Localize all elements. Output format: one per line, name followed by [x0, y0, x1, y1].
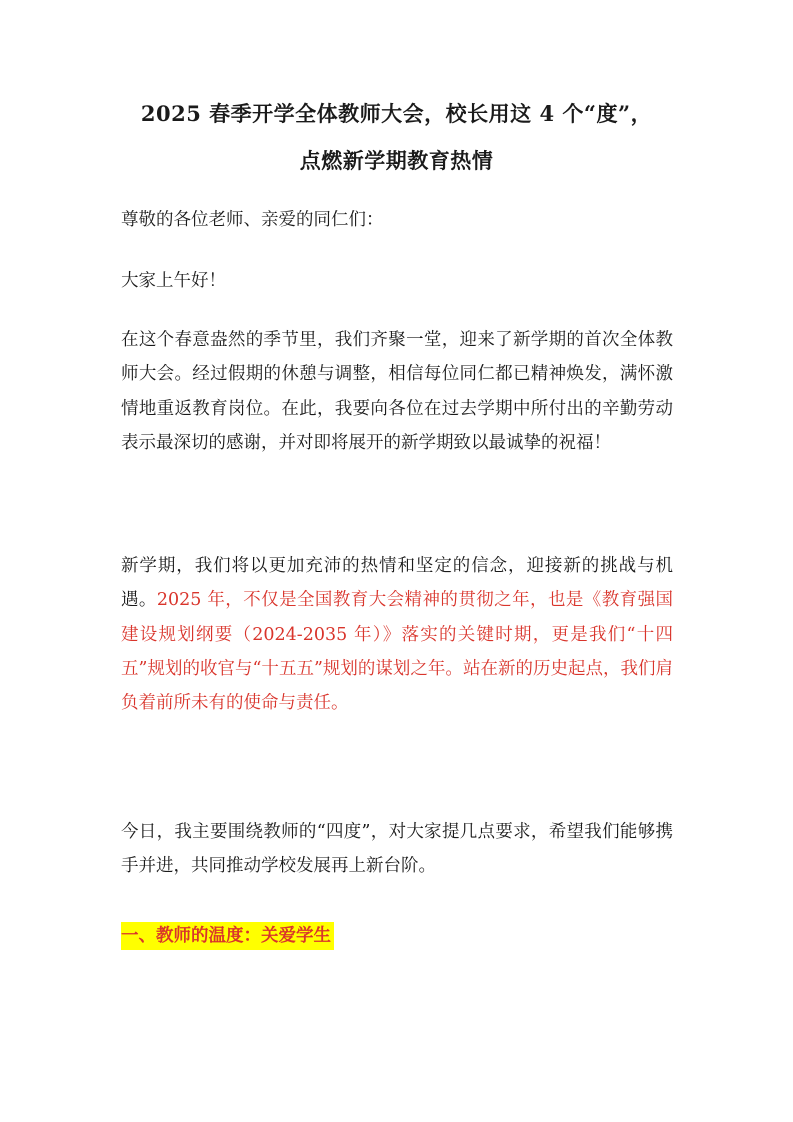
four-degrees-paragraph: 今日，我主要围绕教师的“四度”，对大家提几点要求，希望我们能够携手并进，共同推动学校发展再上新台阶。 [121, 822, 673, 877]
document-title-line-1: 2025 春季开学全体教师大会，校长用这 4 个“度”， [140, 101, 653, 126]
document-title-line-2: 点燃新学期教育热情 [299, 148, 494, 173]
section-heading-highlighted: 一、教师的温度：关爱学生 [121, 922, 334, 950]
red-emphasis-text: 2025 年，不仅是全国教育大会精神的贯彻之年，也是《教育强国建设规划纲要（2024-2035 年）》落实的关键时期，更是我们“十四五”规划的收官与“十五五”规划的谋划之年。站在新的历史起点，我们肩负着前所未有的使命与责任。 [121, 590, 673, 714]
salutation: 尊敬的各位老师、亲爱的同仁们： [121, 210, 384, 230]
new-semester-paragraph [121, 549, 673, 720]
good-morning-line: 大家上午好！ [121, 271, 226, 291]
new-semester-intro-text: 新学期，我们将以更加充沛的热情和坚定的信念，迎接新的挑战与机遇。 [121, 556, 673, 611]
opening-paragraph: 在这个春意盎然的季节里，我们齐聚一堂，迎来了新学期的首次全体教师大会。经过假期的休憩与调整，相信每位同仁都已精神焕发，满怀激情地重返教育岗位。在此，我要向各位在过去学期中所付出的辛勤劳动表示最深切的感谢，并对即将展开的新学期致以最诚挚的祝福！ [121, 330, 673, 453]
